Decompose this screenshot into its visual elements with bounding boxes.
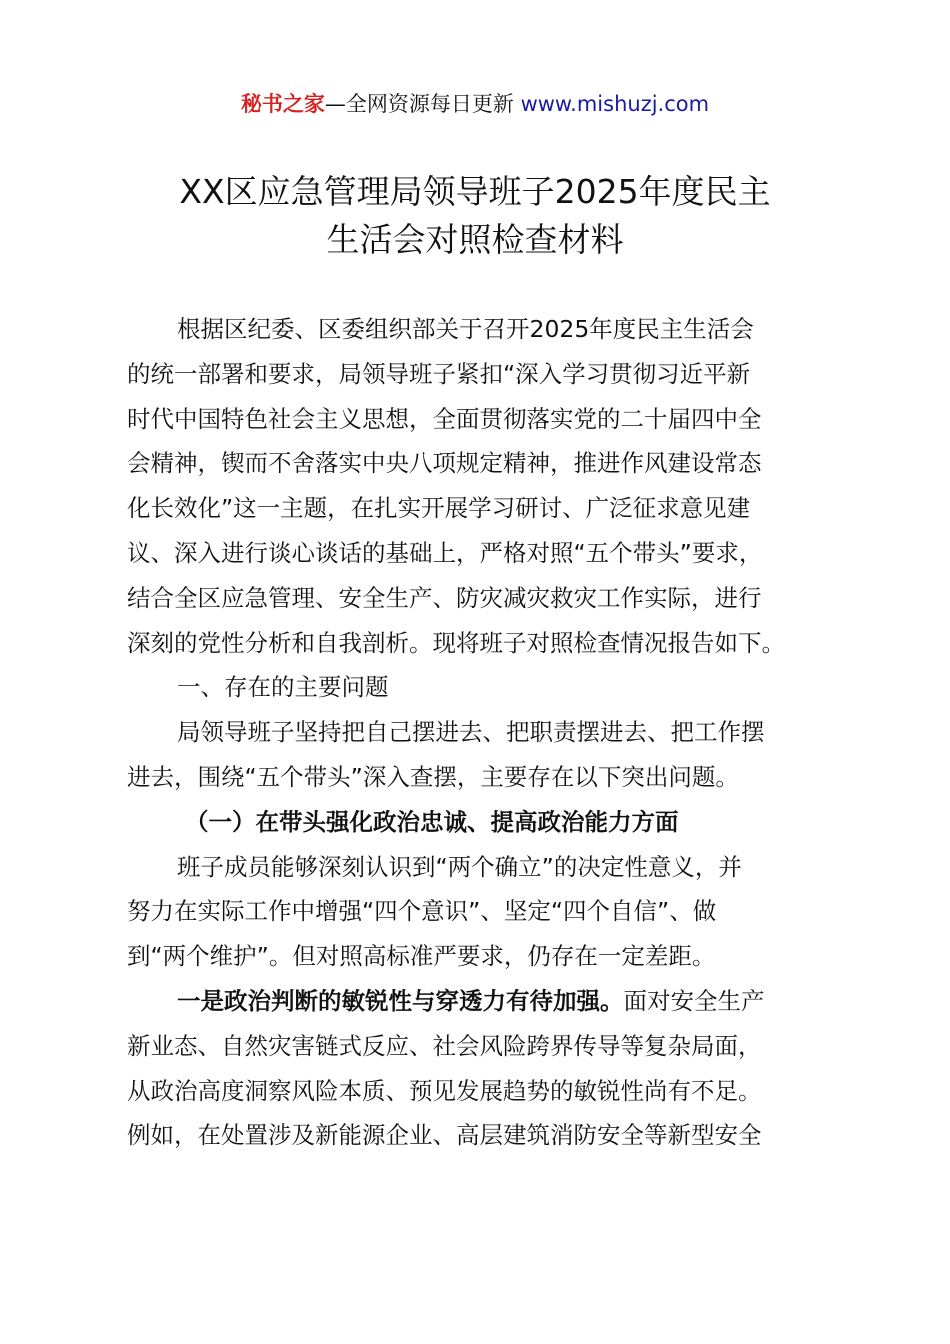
paragraph-line: 会精神，锲而不舍落实中央八项规定精神，推进作风建设常态 bbox=[127, 449, 762, 478]
paragraph-line-with-lead bbox=[127, 979, 837, 1024]
brand-name: 秘书之家 bbox=[240, 92, 325, 116]
paragraph-text: 面对安全生产 bbox=[623, 986, 765, 1015]
paragraph-line: 的统一部署和要求，局领导班子紧扣“深入学习贯彻习近平新 bbox=[127, 359, 751, 388]
paragraph-line: 议、深入进行谈心谈话的基础上，严格对照“五个带头”要求， bbox=[127, 538, 763, 567]
paragraph-line: 深刻的党性分析和自我剖析。现将班子对照检查情况报告如下。 bbox=[127, 628, 785, 657]
paragraph-line: 结合全区应急管理、安全生产、防灾减灾救灾工作实际，进行 bbox=[127, 583, 762, 612]
title-line-1: XX区应急管理局领导班子2025年度民主 bbox=[179, 172, 771, 211]
title-line-2: 生活会对照检查材料 bbox=[326, 220, 624, 259]
subsection-heading: （一）在带头强化政治忠诚、提高政治能力方面 bbox=[185, 807, 679, 836]
paragraph-line: 新业态、自然灾害链式反应、社会风险跨界传导等复杂局面， bbox=[127, 1031, 762, 1060]
paragraph-line: 时代中国特色社会主义思想，全面贯彻落实党的二十届四中全 bbox=[127, 404, 762, 433]
paragraph-line: 从政治高度洞察风险本质、预见发展趋势的敏锐性尚有不足。 bbox=[127, 1076, 762, 1105]
section-heading: 一、存在的主要问题 bbox=[177, 673, 389, 702]
paragraph-line: 进去，围绕“五个带头”深入查摆，主要存在以下突出问题。 bbox=[127, 762, 739, 791]
header-tagline: —全网资源每日更新 bbox=[324, 92, 521, 116]
site-url[interactable]: www.mishuzj.com bbox=[520, 92, 710, 116]
paragraph-line: 到“两个维护”。但对照高标准严要求，仍存在一定差距。 bbox=[127, 942, 716, 971]
document-body bbox=[127, 307, 837, 1158]
paragraph-lead: 一是政治判断的敏锐性与穿透力有待加强。 bbox=[177, 986, 624, 1015]
paragraph-line: 局领导班子坚持把自己摆进去、把职责摆进去、把工作摆 bbox=[177, 718, 765, 747]
paragraph-line: 例如，在处置涉及新能源企业、高层建筑消防安全等新型安全 bbox=[127, 1121, 762, 1150]
site-header bbox=[0, 88, 950, 120]
paragraph-line: 化长效化”这一主题，在扎实开展学习研讨、广泛征求意见建 bbox=[127, 494, 751, 523]
document-title bbox=[100, 168, 850, 264]
paragraph-line: 根据区纪委、区委组织部关于召开2025年度民主生活会 bbox=[177, 315, 754, 343]
paragraph-line: 努力在实际工作中增强“四个意识”、坚定“四个自信”、做 bbox=[127, 897, 717, 926]
paragraph-line: 班子成员能够深刻认识到“两个确立”的决定性意义，并 bbox=[177, 852, 742, 881]
